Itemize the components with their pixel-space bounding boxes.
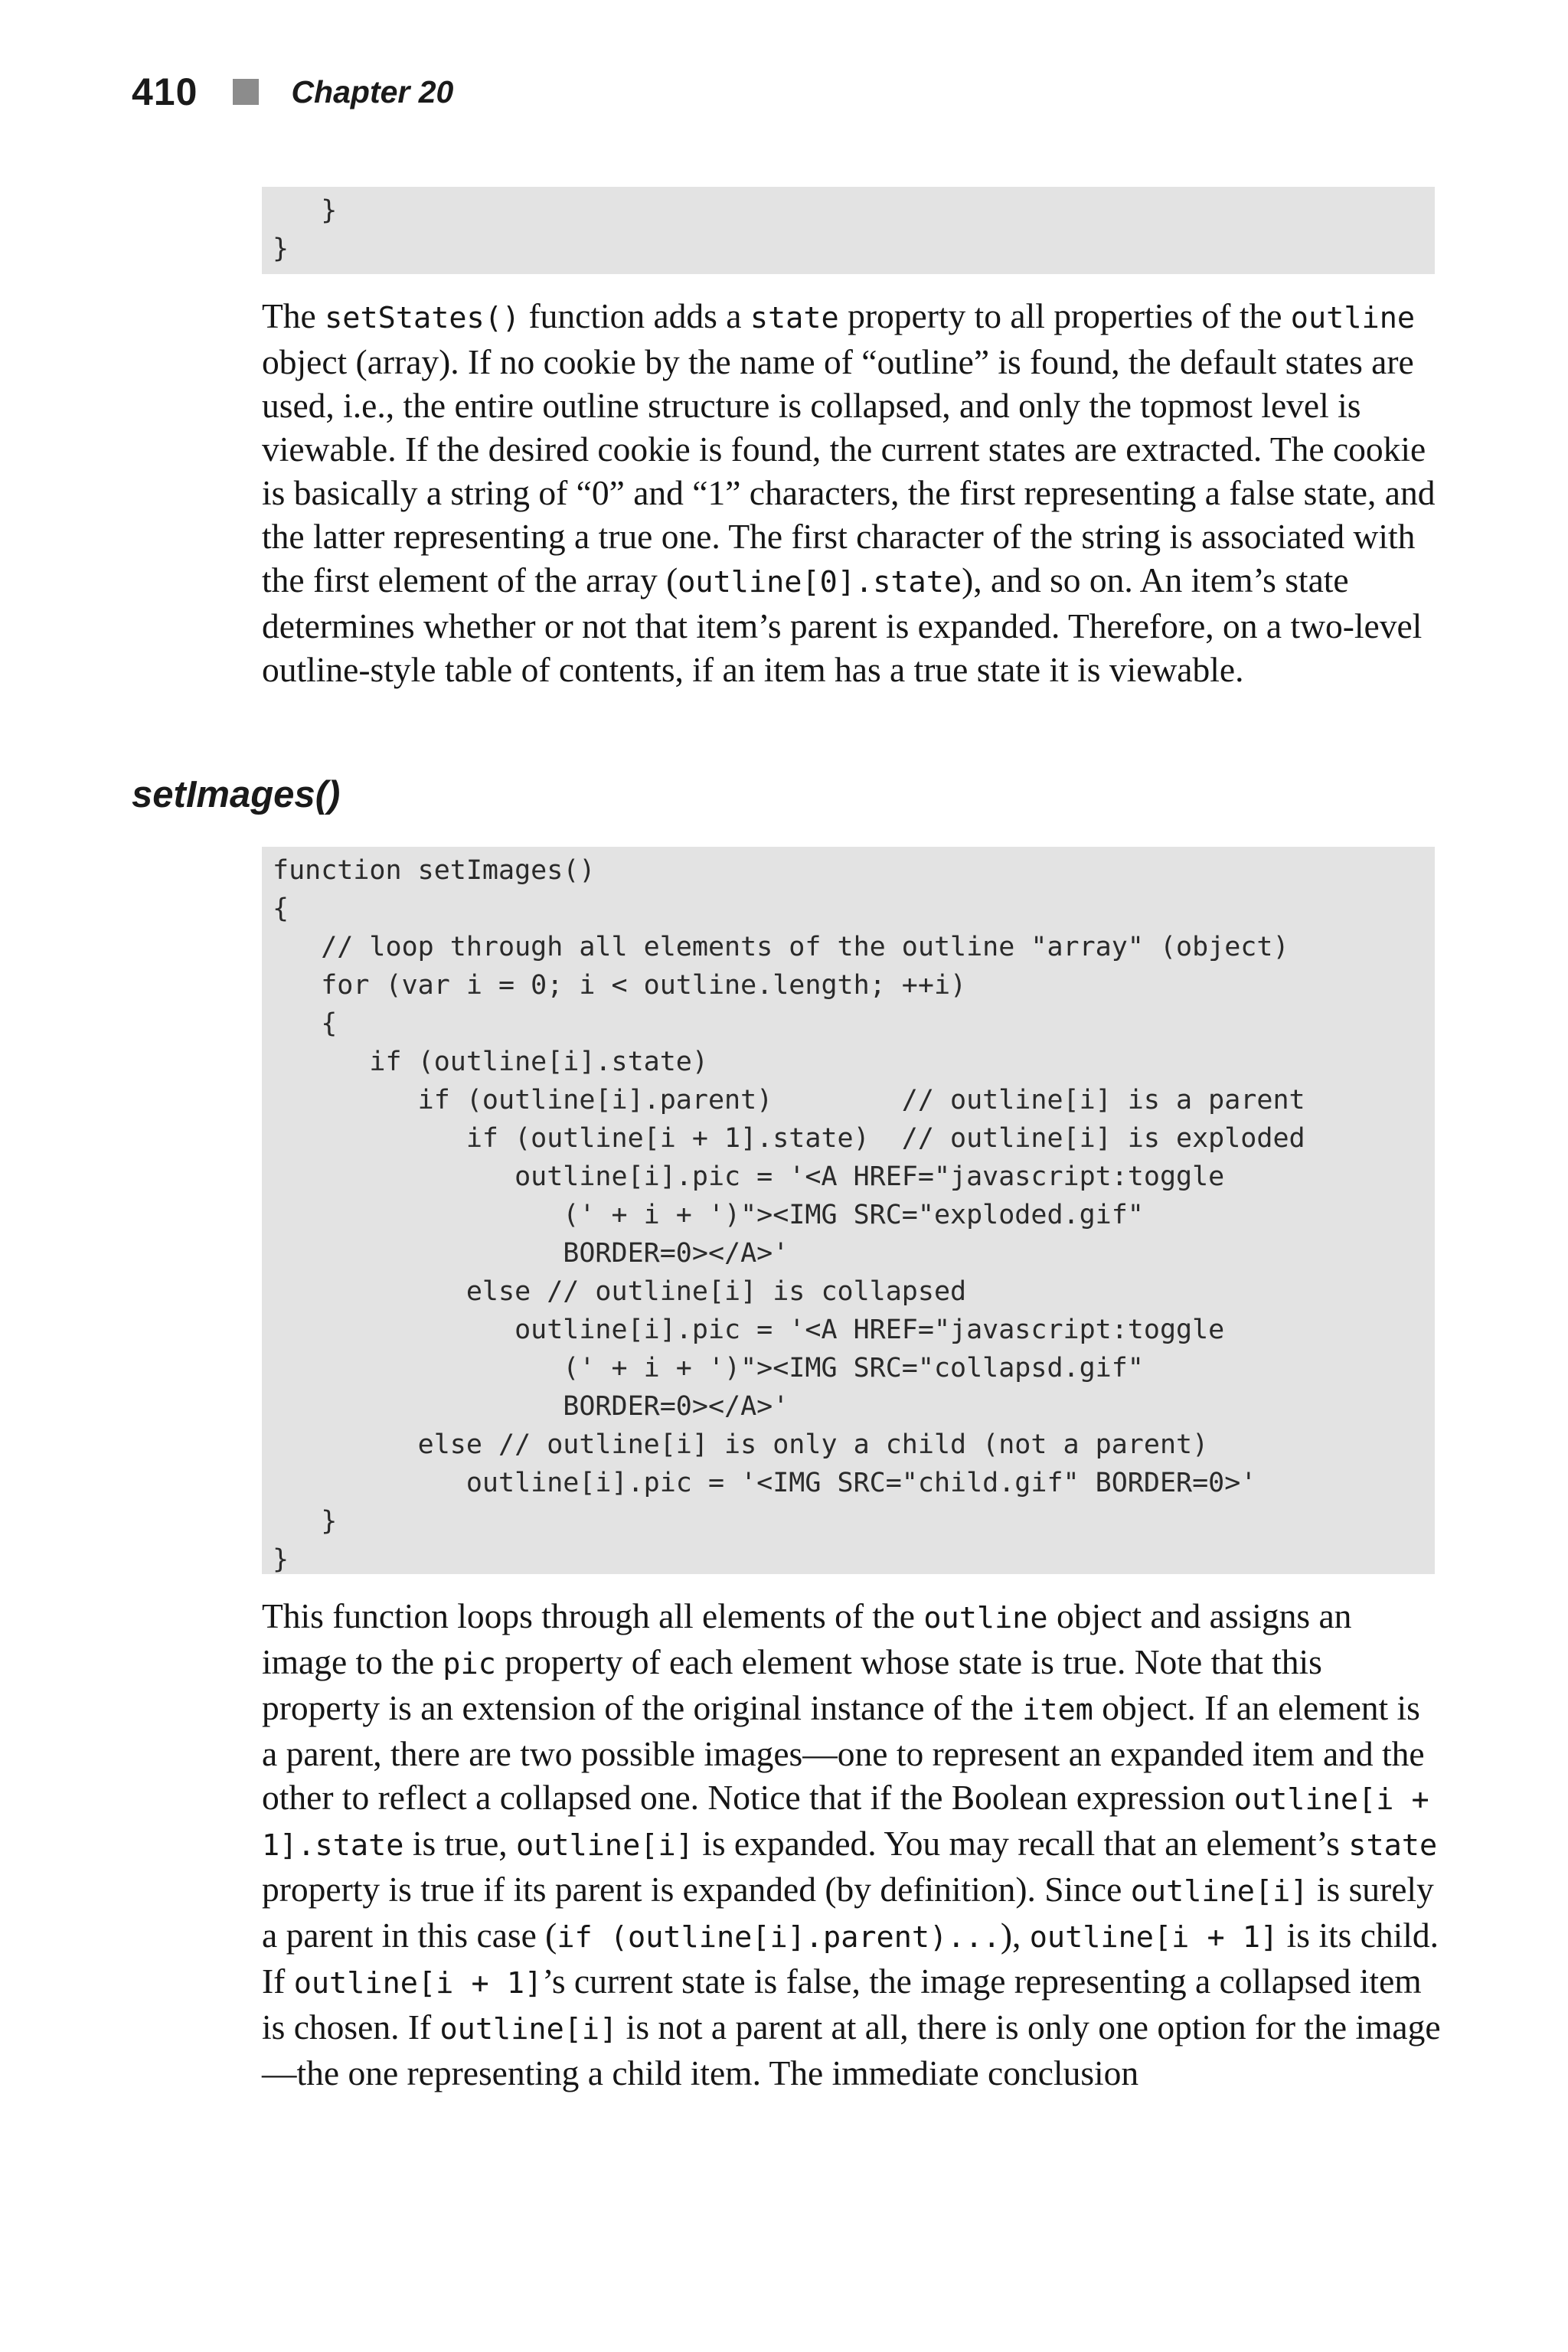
code-inline: outline[i]: [439, 2012, 618, 2047]
text: is expanded. You may recall that an element’s: [693, 1824, 1349, 1863]
chapter-label: Chapter 20: [291, 74, 454, 109]
text: is its child. If: [262, 1916, 1439, 2001]
code-line: outline[i].pic = '<A HREF="javascript:toggle: [273, 1161, 1225, 1192]
code-line: if (outline[i].parent) // outline[i] is a parent: [273, 1085, 1305, 1116]
code-line: {: [273, 1008, 338, 1039]
text: The: [262, 296, 325, 335]
text: is not a parent at all, there is only one option for the image—the one representing a child item. The immediate conclusion: [262, 2007, 1441, 2092]
paragraph-setimages: [262, 1594, 1441, 2095]
code-line: }: [273, 1544, 289, 1575]
code-inline: state: [750, 301, 839, 335]
code-inline: outline[i]: [1130, 1874, 1308, 1909]
code-inline: if (outline[i].parent)...: [557, 1920, 1001, 1955]
page-header: [132, 69, 453, 115]
code-line: outline[i].pic = '<IMG SRC="child.gif" BORDER=0>': [273, 1468, 1257, 1498]
code-line: }: [273, 1506, 338, 1537]
code-line: // loop through all elements of the outline "array" (object): [273, 932, 1289, 962]
code-line: else // outline[i] is collapsed: [273, 1276, 967, 1307]
code-inline: outline[i + 1]: [293, 1966, 543, 2001]
code-line: outline[i].pic = '<A HREF="javascript:toggle: [273, 1315, 1225, 1345]
code-line: (' + i + ')"><IMG SRC="collapsd.gif": [273, 1353, 1144, 1383]
text: object. If an element is a parent, there are two possible images—one to represent an expanded item and the other to reflect a collapsed one. Notice that if the Boolean expression: [262, 1688, 1425, 1817]
code-line: function setImages(): [273, 855, 596, 886]
code-inline: outline[i + 1]: [1029, 1920, 1279, 1955]
text: ), and so on. An item’s state determines whether or not that item’s parent is expanded. Therefore, on a two-level outline-style table of contents, if an item has a true state it is viewable.: [262, 560, 1423, 689]
code-line: for (var i = 0; i < outline.length; ++i): [273, 970, 967, 1001]
code-inline: setStates(): [325, 301, 521, 335]
text: is true,: [403, 1824, 517, 1863]
code-line: if (outline[i].state): [273, 1047, 708, 1077]
code-inline: state: [1348, 1828, 1438, 1863]
code-inline: outline[0].state: [678, 565, 962, 599]
code-line: {: [273, 893, 289, 924]
code-line: BORDER=0></A>': [273, 1238, 789, 1269]
text: object and assigns an image to the: [262, 1596, 1352, 1681]
code-block-setimages: [262, 847, 1435, 1574]
code-inline: outline: [923, 1601, 1048, 1635]
code-inline: pic: [443, 1647, 496, 1681]
code-inline: outline[i]: [516, 1828, 694, 1863]
code-line: else // outline[i] is only a child (not a parent): [273, 1429, 1209, 1460]
code-block-top: [262, 187, 1435, 274]
text: ),: [1000, 1916, 1030, 1955]
code-line: (' + i + ')"><IMG SRC="exploded.gif": [273, 1200, 1144, 1230]
text: object (array). If no cookie by the name of “outline” is found, the default states are used, i.e., the entire outline structure is collapsed, and only the topmost level is viewable. If the desired cookie is found, the current states are extracted. The cookie is basically a string of “0” and “1” characters, the first representing a false state, and the latter representing a true one. The first character of the string is associated with the first element of the array (: [262, 342, 1436, 599]
code-lines: [262, 851, 1435, 1579]
code-inline: item: [1022, 1693, 1093, 1727]
section-title: setImages(): [132, 774, 341, 815]
code-line: if (outline[i + 1].state) // outline[i] is exploded: [273, 1123, 1305, 1154]
text: ’s current state is false, the image representing a collapsed item is chosen. If: [262, 1962, 1422, 2047]
code-lines: [262, 191, 1435, 268]
header-square-ornament: [233, 79, 259, 105]
text: function adds a: [520, 296, 750, 335]
text: property is true if its parent is expanded (by definition). Since: [262, 1870, 1131, 1909]
text: is surely a parent in this case (: [262, 1870, 1434, 1955]
code-inline: outline: [1290, 301, 1416, 335]
paragraph-setstates: [262, 294, 1441, 691]
text: property of each element whose state is true. Note that this property is an extension of the original instance of the: [262, 1642, 1322, 1727]
code-line: }: [273, 195, 338, 226]
text: property to all properties of the: [838, 296, 1291, 335]
page-number: 410: [132, 70, 198, 113]
text: This function loops through all elements of the: [262, 1596, 924, 1635]
code-inline: outline[i + 1].state: [262, 1782, 1429, 1863]
code-line: }: [273, 234, 289, 264]
code-line: BORDER=0></A>': [273, 1391, 789, 1422]
